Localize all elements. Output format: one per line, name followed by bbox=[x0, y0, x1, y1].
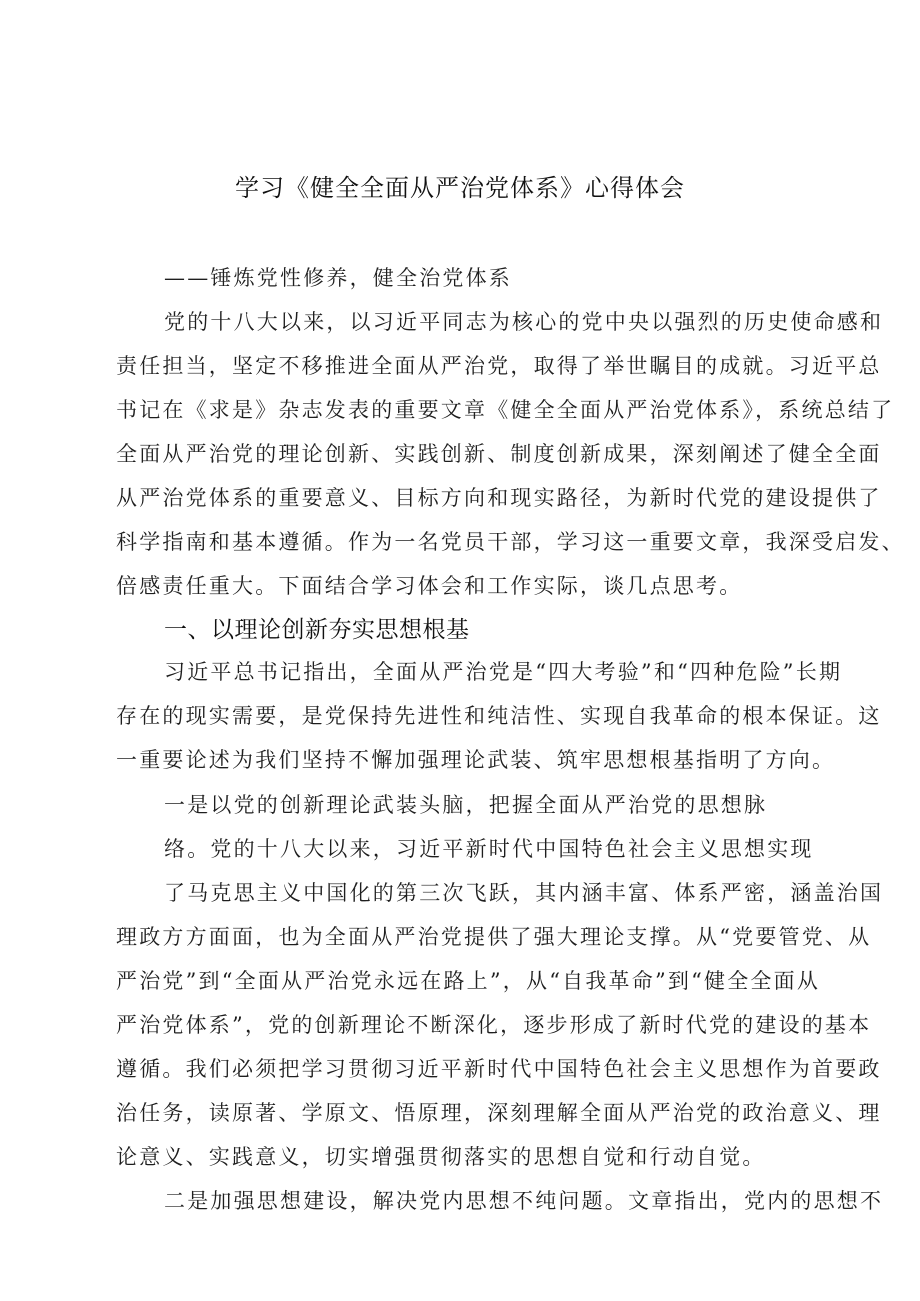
paragraph-line: 一是以党的创新理论武装头脑，把握全面从严治党的思想脉 bbox=[164, 793, 768, 817]
paragraph-line: 二是加强思想建设，解决党内思想不纯问题。文章指出，党内的思想不 bbox=[164, 1189, 884, 1213]
paragraph-line: 党的十八大以来，以习近平同志为核心的党中央以强烈的历史使命感和 bbox=[164, 310, 884, 334]
paragraph-line: 一重要论述为我们坚持不懈加强理论武装、筑牢思想根基指明了方向。 bbox=[116, 748, 836, 772]
paragraph-line: 责任担当，坚定不移推进全面从严治党，取得了举世瞩目的成就。习近平总 bbox=[116, 354, 882, 378]
paragraph-line: 严治党”到“全面从严治党永远在路上”，从“自我革命”到“健全全面从 bbox=[116, 969, 821, 993]
paragraph-line: 存在的现实需要，是党保持先进性和纯洁性、实现自我革命的根本保证。这 bbox=[116, 704, 882, 728]
paragraph-line: 习近平总书记指出，全面从严治党是“四大考验”和“四种危险”长期 bbox=[164, 660, 843, 684]
paragraph-line: 理政方方面面，也为全面从严治党提供了强大理论支撑。从“党要管党、从 bbox=[116, 925, 872, 949]
paragraph-line: 科学指南和基本遵循。作为一名党员干部，学习这一重要文章，我深受启发、 bbox=[116, 530, 905, 554]
paragraph-line: 治任务，读原著、学原文、悟原理，深刻理解全面从严治党的政治意义、理 bbox=[116, 1101, 882, 1125]
paragraph-line: 从严治党体系的重要意义、目标方向和现实路径，为新时代党的建设提供了 bbox=[116, 486, 882, 510]
subtitle: ——锤炼党性修养，健全治党体系 bbox=[164, 266, 512, 290]
paragraph-line: 倍感责任重大。下面结合学习体会和工作实际，谈几点思考。 bbox=[116, 574, 743, 598]
paragraph-line: 了马克思主义中国化的第三次飞跃，其内涵丰富、体系严密，涵盖治国 bbox=[164, 881, 884, 905]
paragraph-line: 络。党的十八大以来，习近平新时代中国特色社会主义思想实现 bbox=[164, 837, 814, 861]
section-heading: 一、以理论创新夯实思想根基 bbox=[164, 617, 470, 643]
document-title: 学习《健全全面从严治党体系》心得体会 bbox=[235, 174, 685, 202]
paragraph-line: 论意义、实践意义，切实增强贯彻落实的思想自觉和行动自觉。 bbox=[116, 1145, 766, 1169]
paragraph-line: 书记在《求是》杂志发表的重要文章《健全全面从严治党体系》，系统总结了 bbox=[116, 398, 895, 422]
paragraph-line: 遵循。我们必须把学习贯彻习近平新时代中国特色社会主义思想作为首要政 bbox=[116, 1057, 882, 1081]
paragraph-line: 严治党体系”，党的创新理论不断深化，逐步形成了新时代党的建设的基本 bbox=[116, 1013, 872, 1037]
paragraph-line: 全面从严治党的理论创新、实践创新、制度创新成果，深刻阐述了健全全面 bbox=[116, 442, 882, 466]
